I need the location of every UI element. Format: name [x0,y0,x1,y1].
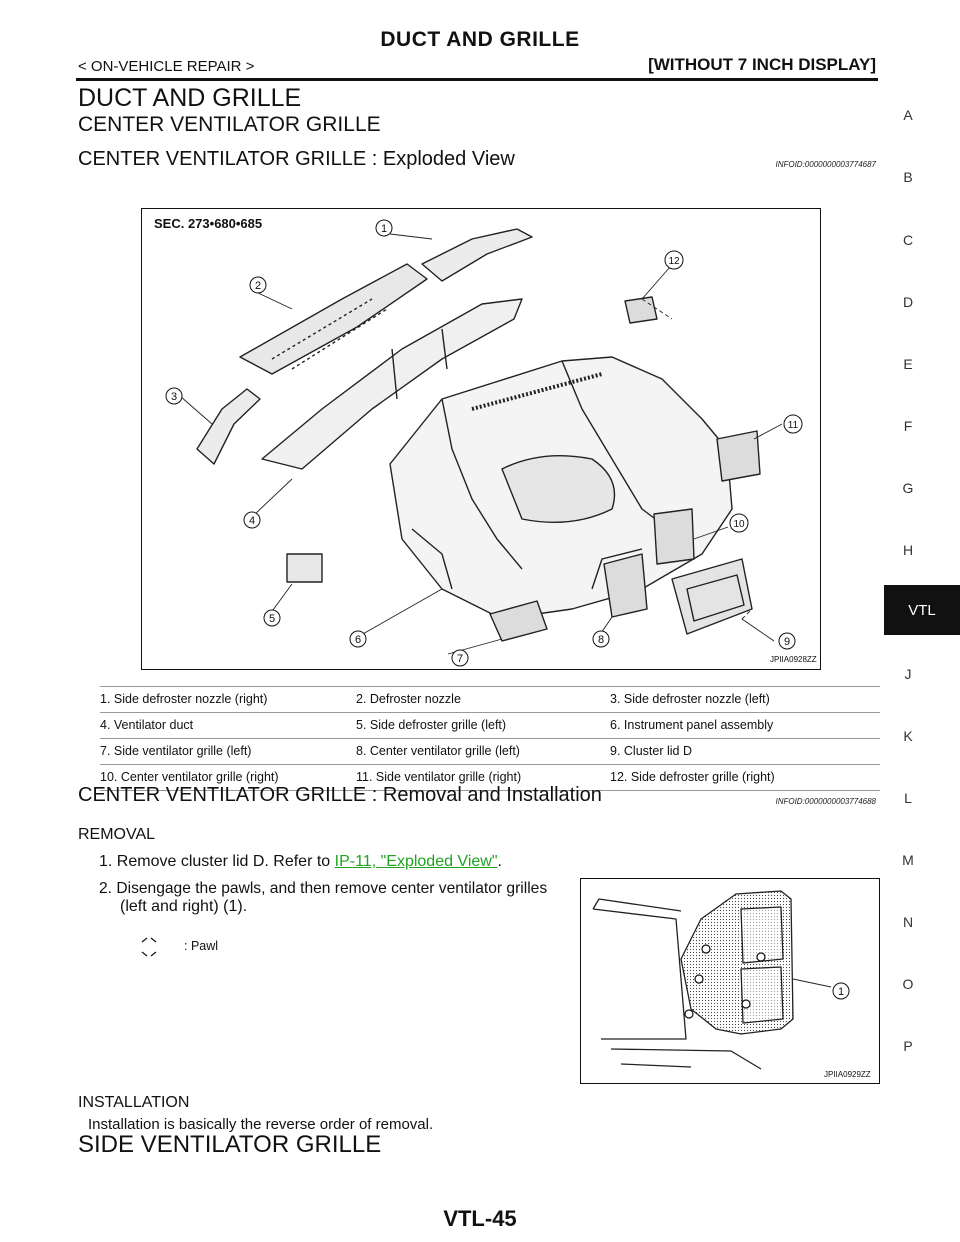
pawl-label: : Pawl [184,939,219,953]
page-number: VTL-45 [443,1206,517,1231]
header-variant: [WITHOUT 7 INCH DISPLAY] [648,55,876,74]
legend-cell: 4. Ventilator duct [100,713,356,739]
callout-5 [264,610,280,626]
svg-text:1: 1 [380,223,388,235]
tab-d[interactable]: D [902,294,914,310]
tab-p[interactable]: P [903,1038,913,1054]
removal-drawing [581,879,878,1082]
removal-figure-code: JPIIA0929ZZ [824,1070,871,1079]
exploded-view-figure [141,208,821,670]
svg-text:2: 2 [254,280,262,292]
legend-cell: 9. Cluster lid D [610,739,880,765]
table-row [100,713,880,739]
header-section: < ON-VEHICLE REPAIR > [78,58,255,75]
tab-n[interactable]: N [902,914,914,930]
step-1-end: . [497,853,502,870]
parts-legend [100,686,880,791]
legend-cell: 2. Defroster nozzle [356,687,610,713]
parts-legend-table [100,686,880,791]
callout-1 [376,220,392,236]
table-row [100,687,880,713]
callout-11 [784,415,802,433]
removal-step-2 [99,880,579,916]
tab-b[interactable]: B [903,169,913,185]
exploded-infoid: INFOID:0000000003774687 [775,160,876,169]
svg-text:12: 12 [668,256,680,267]
callout-2 [250,277,266,293]
legend-cell: 7. Side ventilator grille (left) [100,739,356,765]
pawl-symbol [138,936,160,963]
svg-text:3: 3 [170,391,178,403]
callout-9 [779,633,795,649]
removal-figure [580,878,880,1084]
callout-12 [665,251,683,269]
callout-7 [452,650,468,666]
table-row [100,739,880,765]
step-2-line-1: 2. Disengage the pawls, and then remove center ventilator grilles [99,880,548,897]
figure-code: JPIIA0928ZZ [770,655,817,664]
header-rule [76,78,878,81]
removal-installation-heading: CENTER VENTILATOR GRILLE : Removal and Installation [78,784,602,806]
svg-text:5: 5 [268,613,276,625]
svg-text:7: 7 [456,653,464,665]
callout-10 [730,514,748,532]
header-title: DUCT AND GRILLE [380,28,580,51]
svg-text:8: 8 [597,634,605,646]
tab-k[interactable]: K [903,728,913,744]
exploded-view-heading: CENTER VENTILATOR GRILLE : Exploded View [78,148,515,170]
svg-text:1: 1 [837,986,845,998]
step-2-line-2: (left and right) (1). [120,898,248,915]
pawl-symbol-icon [138,936,160,958]
tab-m[interactable]: M [902,852,914,868]
legend-cell: 3. Side defroster nozzle (left) [610,687,880,713]
svg-text:4: 4 [248,515,256,527]
ip-11-exploded-view-link[interactable]: IP-11, "Exploded View" [334,853,498,870]
removal-subheading: REMOVAL [78,826,156,843]
tab-e[interactable]: E [903,356,913,372]
callout-6 [350,631,366,647]
legend-cell: 5. Side defroster grille (left) [356,713,610,739]
svg-text:6: 6 [354,634,362,646]
tab-f[interactable]: F [903,418,913,434]
tab-o[interactable]: O [902,976,914,992]
removal-infoid: INFOID:0000000003774688 [775,797,876,806]
removal-callout-1 [833,983,849,999]
installation-subheading: INSTALLATION [78,1094,190,1111]
section-heading-side: SIDE VENTILATOR GRILLE [78,1131,382,1158]
step-1-text: 1. Remove cluster lid D. Refer to [99,853,335,870]
tab-h[interactable]: H [902,542,914,558]
callout-4 [244,512,260,528]
legend-cell: 12. Side defroster grille (right) [610,765,880,791]
installation-text: Installation is basically the reverse order of removal. [88,1116,434,1133]
tab-vtl[interactable]: VTL [884,585,960,635]
legend-cell: 8. Center ventilator grille (left) [356,739,610,765]
removal-step-1 [99,853,502,871]
exploded-view-drawing [142,209,819,668]
legend-cell: 11. Side ventilator grille (right) [356,765,610,791]
legend-cell: 1. Side defroster nozzle (right) [100,687,356,713]
callout-8 [593,631,609,647]
svg-text:11: 11 [787,420,799,431]
tab-a[interactable]: A [903,107,913,123]
tab-l[interactable]: L [904,790,912,806]
legend-cell: 6. Instrument panel assembly [610,713,880,739]
tab-c[interactable]: C [902,232,914,248]
svg-text:10: 10 [733,519,745,530]
page-title: DUCT AND GRILLE [78,84,302,112]
svg-text:9: 9 [783,636,791,648]
legend-cell: 10. Center ventilator grille (right) [100,765,356,791]
tab-g[interactable]: G [902,480,914,496]
tab-j[interactable]: J [904,666,912,682]
section-heading-center: CENTER VENTILATOR GRILLE [78,113,381,136]
sec-label: SEC. 273•680•685 [154,216,263,231]
callout-3 [166,388,182,404]
